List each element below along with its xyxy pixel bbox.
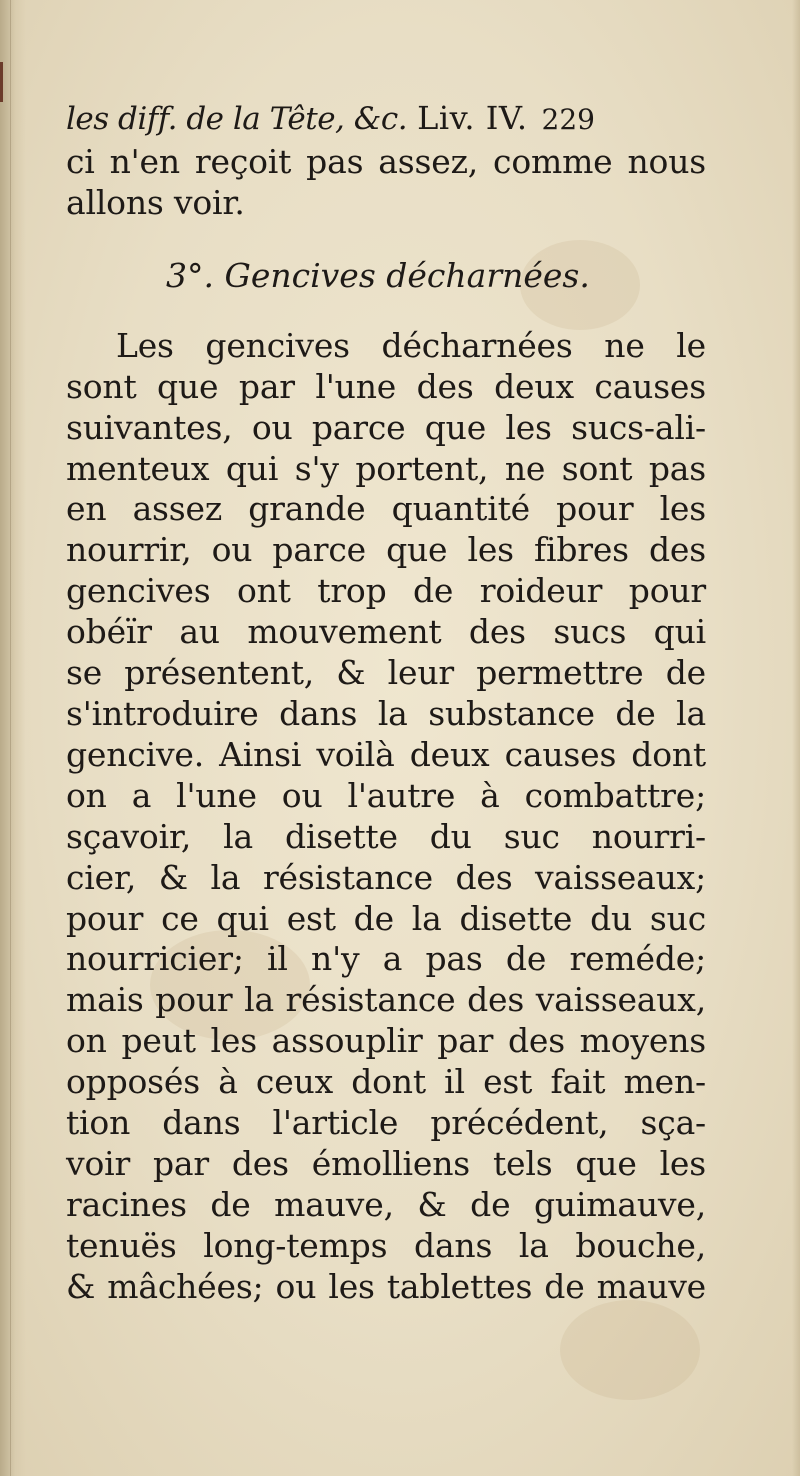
text-line: gencives ont trop de roideur pour <box>66 571 706 611</box>
text-line: sont que par l'une des deux causes <box>66 366 706 406</box>
right-edge-shadow <box>792 0 800 1476</box>
text-line: Les gencives décharnées ne le <box>116 325 706 365</box>
text-line: menteux qui s'y portent, ne sont pas <box>66 448 706 488</box>
text-line: & mâchées; ou les tablettes de mauve <box>66 1266 706 1306</box>
gutter-shadow <box>0 0 26 1476</box>
text-line: sçavoir, la disette du suc nourri- <box>66 816 706 856</box>
book-reference: Liv. IV. <box>417 99 528 137</box>
text-line: on a l'une ou l'autre à combattre; <box>66 775 706 815</box>
section-title: 3°. Gencives décharnées. <box>166 255 590 295</box>
text-line: voir par des émolliens tels que les <box>66 1143 706 1183</box>
running-title: les diff. de la Tête, &c. <box>66 101 408 137</box>
text-line: nourricier; il n'y a pas de reméde; <box>66 939 706 979</box>
text-line: tenuës long-temps dans la bouche, <box>66 1225 706 1265</box>
page-edge-line <box>10 0 11 1476</box>
text-line: nourrir, ou parce que les fibres des <box>66 530 706 570</box>
running-header <box>66 96 706 142</box>
text-line: tion dans l'article précédent, sça- <box>66 1103 706 1143</box>
paper-stain <box>560 1300 700 1400</box>
text-line: mais pour la résistance des vaisseaux, <box>66 980 706 1020</box>
text-line: en assez grande quantité pour les <box>66 489 706 529</box>
text-line: ci n'en reçoit pas assez, comme nous <box>66 142 706 181</box>
text-line: cier, & la résistance des vaisseaux; <box>66 857 706 897</box>
page-number: 229 <box>541 103 595 136</box>
edge-mark <box>0 62 3 102</box>
body-paragraph <box>66 326 706 1308</box>
text-line: se présentent, & leur permettre de <box>66 653 706 693</box>
text-line: racines de mauve, & de guimauve, <box>66 1184 706 1224</box>
text-line: obéïr au mouvement des sucs qui <box>66 612 706 652</box>
text-block <box>66 96 706 1308</box>
text-line: opposés à ceux dont il est fait men- <box>66 1062 706 1102</box>
text-line: on peut les assouplir par des moyens <box>66 1021 706 1061</box>
intro-paragraph <box>66 142 706 224</box>
text-line: suivantes, ou parce que les sucs-ali- <box>66 407 706 447</box>
text-line: gencive. Ainsi voilà deux causes dont <box>66 734 706 774</box>
text-line: pour ce qui est de la disette du suc <box>66 898 706 938</box>
text-line: allons voir. <box>66 182 245 222</box>
text-line: s'introduire dans la substance de la <box>66 693 706 733</box>
